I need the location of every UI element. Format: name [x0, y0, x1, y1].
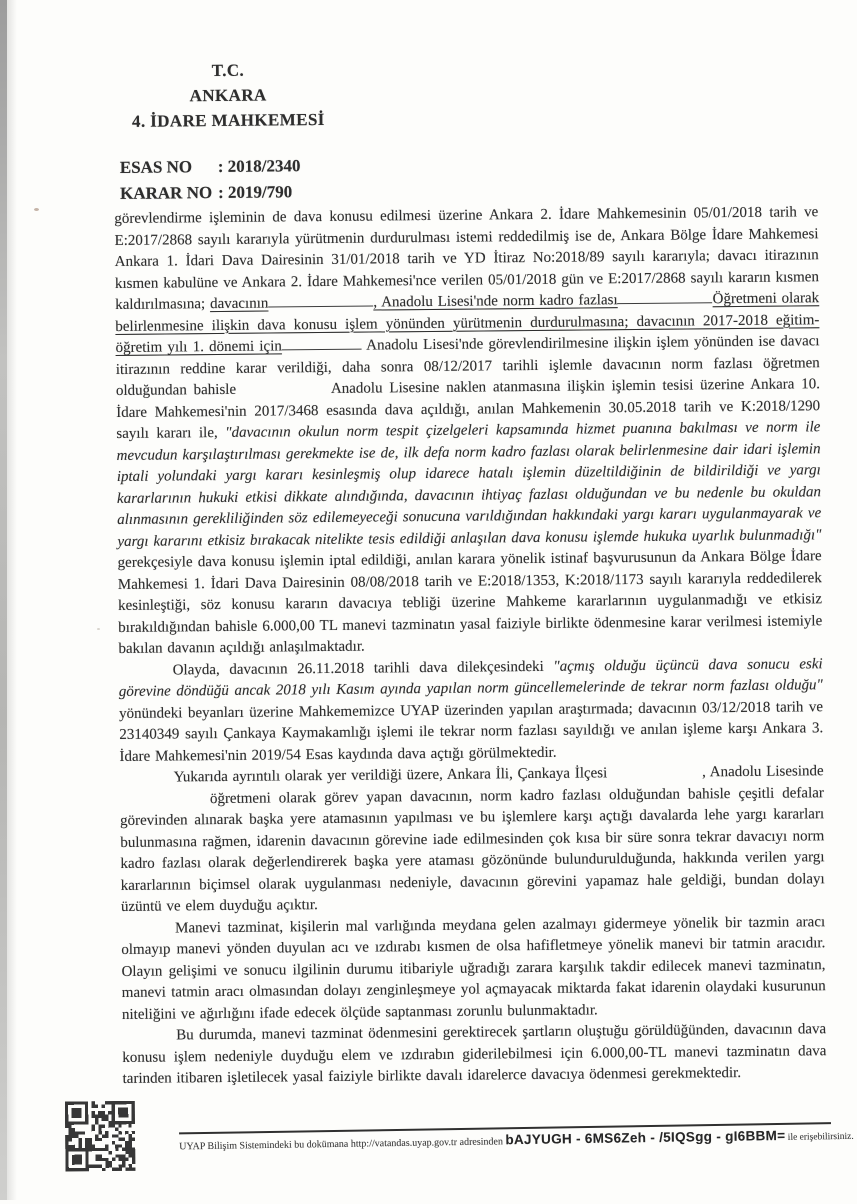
scan-speck — [34, 208, 39, 211]
text-run: Yukarıda ayrıntılı olarak yer verildiği üzere, Ankara İli, Çankaya İlçesi — [173, 765, 613, 786]
paragraph-4: Manevi tazminat, kişilerin mal varlığında meydana gelen azalmayı gidermeye yönelik bir tazmin aracı olmayıp manevi yönden duyulan acı ve ızdırabı kısmen de olsa hafifletmeye yönelik manevi bir tatmin aracıdır. Olayın gelişimi ve sonucu ilgilinin durumu itibariyle uğradığı zarara karşılık takdir edilecek manevi tazminatın, manevi tatmin aracı olmasından dolayı zenginleşmeye yol açmayacak miktarda fakat idarenin olaydaki kusurunun niteliğini ve ağırlığını ifade edecek ölçüde saptanması zorunlu bulunmaktadır. — [121, 913, 826, 1023]
esas-no-value: : 2018/2340 — [217, 156, 301, 176]
text-run-quote: "davacının okulun norm tespit çizelgeleri kapsamında hizmet puanına bakılması ve norm ile mevcudun karşılaştırılması gerekmekte ise de, ilk defa norm kadro fazlası olarak belirlenmesine dair idari işlemin iptali yolundaki yargı kararı kesinleşmiş olup idarece hatalı işlemin düzeltildiğinin de bildirildiği ve yargı kararlarının hukuki etkisi dikkate alındığında, davacının ihtiyaç fazlası olduğundan ve bu nedenle bu okuldan alınmasının gerekliliğinden söz edilemeyeceği sonucuna varıldığından hakkındaki yargı kararı uygulanmayarak ve yargı kararını etkisiz bırakacak nitelikte tesis edildiği anlaşılan dava konusu işlemde hukuka uyarlık bulunmadığı" — [116, 419, 822, 550]
footer-access-code: bAJYUGH - 6MS6Zeh - /5IQSgg - gI6BBM= — [505, 1127, 786, 1148]
text-run: öğretmeni olarak görev yapan davacının, norm kadro fazlası olduğundan bahisle çeşitli defalar görevinden alınarak başka yere atamasının yapılması ve bu işlemlere karşı açtığı davalarda lehe yargı kararları bulunmasına rağmen, idarenin davacının görevine iade edilmesinden çok kısa bir süre sonra tekrar davacıyı norm kadro fazlası olarak değerlendirerek başka yere ataması gözönünde bulundurulduğunda, hakkında verilen yargı kararlarının biçimsel olarak uygulanması nedeniyle, davacının görevini yapamaz hale geldiği, bundan dolayı üzüntü ve elem duyduğu açıktır. — [120, 784, 825, 915]
scan-speck — [97, 628, 100, 630]
case-number-block — [120, 152, 420, 207]
redacted-gap — [268, 295, 373, 308]
text-run: Anadolu Lisesine naklen atanmasına ilişkin işlemin tesisi üzerine Ankara 10. İdare Mahkemesi'nin 2017/3468 esasında dava açıldığı, anılan Mahkemenin 30.05.2018 tarih ve K:2018/1290 sayılı kararı ile, — [116, 376, 821, 442]
footer-prefix: UYAP Bilişim Sistemindeki bu dokümana http://vatandas.uyap.gov.tr adresinden — [179, 1136, 506, 1153]
text-run-underlined: Öğretmeni olarak belirlenmesine ilişkin dava konusu işlem yönünden yürütmenin durdurulmasına; davacının 2017-2018 eğitim-öğretim yılı 1. dönemi için — [115, 290, 820, 356]
text-run: Olayda, davacının 26.11.2018 tarihli dava dilekçesindeki — [172, 658, 554, 678]
text-run: Anadolu Lisesi'nde görevlendirilmesine ilişkin işlem yönünden ise davacı itirazının reddine karar verildiği, daha sonra 08/12/2017 tarihli işlemle davacının norm fazlası öğretmen olduğundan bahisle — [115, 333, 820, 399]
text-run-underlined: , Anadolu Lisesi'nde norm kadro fazlası — [373, 292, 618, 311]
text-run: gerekçesiyle dava konusu işlemin iptal edildiği, anılan karara yönelik istinaf başvurusunun da Ankara Bölge İdare Mahkemesi 1. İdari Dava Dairesinin 08/08/2018 tarih ve E:2018/1353, K:2018/1173 sayılı kararıyla reddedilerek kesinleştiği, söz konusu kararın davacıya tebliği üzerine Mahkeme kararlarının uygulanmadığı ve etkisiz bırakıldığından bahisle 6.000,00 TL manevi tazminatın yasal faiziyle birlikte ödenmesine karar verilmesi istemiyle bakılan davanın açıldığı anlaşılmaktadır. — [117, 548, 823, 657]
paragraph-5: Bu durumda, manevi tazminat ödenmesini gerektirecek şartların oluştuğu görüldüğünden, davacının dava konusu işlem nedeniyle duyduğu elem ve ızdırabın giderilebilmesi için 6.000,00-TL manevi tazminatın dava tarinden itibaren işletilecek yasal faiziyle birlikte davalı idarelerce davacıya ödenmesi gerekmektedir. — [122, 1021, 827, 1087]
redacted-gap — [618, 291, 713, 304]
country-label: T.C. — [211, 60, 245, 81]
redacted-gap — [612, 765, 702, 777]
text-run: yönündeki beyanları üzerine Mahkememizce UYAP üzerinden yapılan araştırmada; davacının 03/12/2018 tarih ve 23140349 sayılı Çankaya Kaymakamlığı işlemi ile tekrar norm fazlası sayıldığı ve anılan işleme karşı Ankara 3. İdare Mahkemesi'nin 2019/54 Esas kaydında dava açtığı görülmektedir. — [118, 698, 824, 765]
page-footer — [179, 1122, 854, 1153]
paragraph-1 — [114, 202, 822, 660]
karar-no-value: : 2019/790 — [217, 182, 293, 202]
text-run-quote: "açmış olduğu üçüncü dava sonucu eski görevine döndüğü ancak 2018 yılı Kasım ayında yapılan norm güncellemelerinde de tekrar norm fazlası olduğu" — [118, 655, 823, 700]
paragraph-2 — [119, 654, 824, 768]
text-run: görevlendirme işleminin de dava konusu edilmesi üzerine Ankara 2. İdare Mahkemesinin 05/01/2018 tarih ve E:2017/2868 sayılı kararıyla yürütmenin durdurulması istemi reddedilmiş ise de, Ankara Bölge İdare Mahkemesi Ankara 1. İdari Dava Dairesinin 31/01/2018 tarih ve YD İtiraz No:2018/89 sayılı kararıyla; davacı itirazının kısmen kabulüne ve Ankara 2. İdare Mahkemesi'nce verilen 05/01/2018 gün ve E:2017/2868 sayılı kararın kısmen kaldırılmasına; — [114, 204, 819, 313]
city-label: ANKARA — [189, 85, 267, 106]
court-header — [119, 57, 338, 134]
redacted-gap — [120, 792, 210, 804]
esas-no-label: ESAS NO — [119, 157, 193, 177]
redacted-gap — [282, 338, 362, 351]
esas-no-row — [120, 152, 420, 181]
karar-no-label: KARAR NO — [119, 183, 213, 203]
qr-code — [65, 1101, 136, 1172]
paragraph-3 — [120, 761, 825, 918]
scan-left-edge-shadow — [7, 0, 17, 1200]
text-run-underlined: davacının — [209, 295, 269, 313]
decision-body — [114, 202, 826, 1090]
scan-left-edge — [0, 0, 7, 1200]
text-run: , Anadolu Lisesinde — [701, 763, 824, 781]
court-name: 4. İDARE MAHKEMESİ — [131, 109, 325, 131]
redacted-gap — [243, 382, 331, 394]
karar-no-row — [120, 178, 420, 207]
footer-suffix: ile erişebilirsiniz. — [785, 1131, 854, 1143]
